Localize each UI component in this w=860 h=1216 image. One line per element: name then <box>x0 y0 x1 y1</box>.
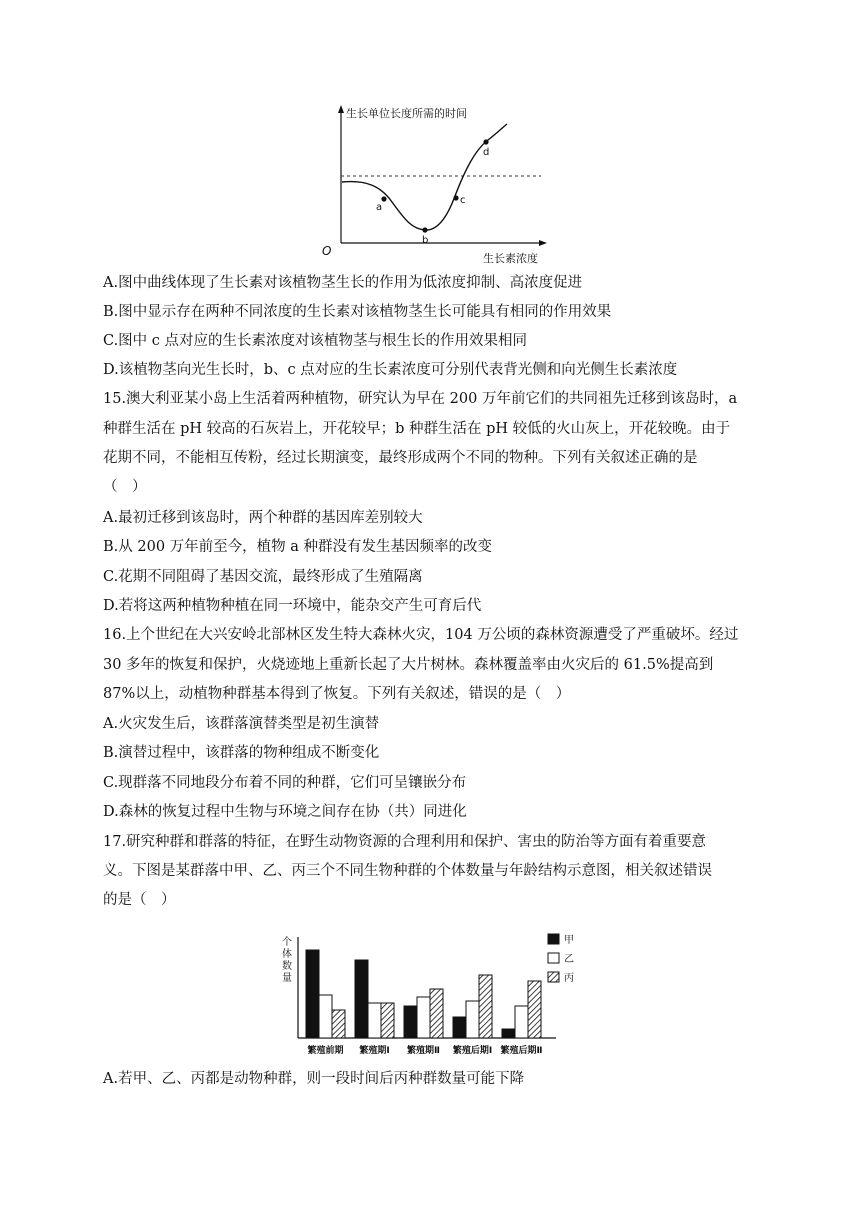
bar-4-series-1 <box>453 1017 466 1038</box>
bar-2-series-3 <box>381 1003 394 1038</box>
q16-option-d: D.森林的恢复过程中生物与环境之间存在协（共）同进化 <box>103 804 467 820</box>
x-tick-label-4: 繁殖后期Ⅰ <box>452 1046 493 1056</box>
point-a-label: a <box>376 202 383 213</box>
bar-2-series-2 <box>368 1003 381 1038</box>
bar-1-series-1 <box>306 950 319 1038</box>
age-structure-bar-chart <box>278 925 588 1065</box>
x-tick-label-2: 繁殖期Ⅰ <box>359 1046 390 1056</box>
bar-3-series-1 <box>404 1006 417 1038</box>
q16-stem-line-1: 16.上个世纪在大兴安岭北部林区发生特大森林火灾，104 万公顷的森林资源遭受了严重破坏。经过 <box>103 627 739 643</box>
legend-label-3: 丙 <box>564 973 574 984</box>
x-tick-label-3: 繁殖期Ⅱ <box>407 1046 440 1056</box>
q15-stem-line-2: 种群生活在 pH 较高的石灰岩上，开花较早；b 种群生活在 pH 较低的火山灰上，开花较晚。由于 <box>103 421 731 437</box>
q17-stem-line-2: 义。下图是某群落中甲、乙、丙三个不同生物种群的个体数量与年龄结构示意图，相关叙述错误 <box>103 863 712 879</box>
y-axis-arrow <box>338 105 344 113</box>
point-c-label: c <box>460 195 466 206</box>
q16-option-b: B.演替过程中，该群落的物种组成不断变化 <box>103 745 380 761</box>
point-a-marker <box>381 196 386 201</box>
point-b-marker <box>422 227 427 232</box>
x-tick-label-1: 繁殖前期 <box>307 1046 344 1056</box>
bar-5-series-2 <box>515 1006 528 1038</box>
q16-option-c: C.现群落不同地段分布着不同的种群，它们可呈镶嵌分布 <box>103 775 467 791</box>
bar-3-series-3 <box>430 989 443 1038</box>
x-tick-label-5: 繁殖后期Ⅱ <box>500 1046 543 1056</box>
q14-option-c: C.图中 c 点对应的生长素浓度对该植物茎与根生长的作用效果相同 <box>103 333 528 349</box>
q16-stem-line-3: 87%以上，动植物种群基本得到了恢复。下列有关叙述，错误的是（ ） <box>103 686 571 702</box>
legend-label-2: 乙 <box>564 954 574 965</box>
bar-2-series-1 <box>355 960 368 1038</box>
q15-option-a: A.最初迁移到该岛时，两个种群的基因库差别较大 <box>103 510 423 526</box>
bar-1-series-2 <box>319 995 332 1038</box>
legend-swatch-2 <box>548 953 559 963</box>
legend-swatch-3 <box>548 972 559 982</box>
q15-stem-line-3: 花期不同，不能相互传粉，经过长期演变，最终形成两个不同的物种。下列有关叙述正确的是 <box>103 450 698 466</box>
point-d-label: d <box>483 147 490 158</box>
bar-3-series-2 <box>417 997 430 1038</box>
legend-swatch-1 <box>548 934 559 944</box>
q14-option-b: B.图中显示存在两种不同浓度的生长素对该植物茎生长可能具有相同的作用效果 <box>103 304 612 320</box>
x-axis-arrow <box>539 240 547 246</box>
q17-stem-line-1: 17.研究种群和群落的特征，在野生动物资源的合理利用和保护、害虫的防治等方面有着重要意 <box>103 834 707 850</box>
q17-option-a: A.若甲、乙、丙都是动物种群，则一段时间后丙种群数量可能下降 <box>103 1071 525 1087</box>
q15-option-c: C.花期不同阻碍了基因交流，最终形成了生殖隔离 <box>103 569 423 585</box>
q15-option-b: B.从 200 万年前至今，植物 a 种群没有发生基因频率的改变 <box>103 539 493 555</box>
q15-option-d: D.若将这两种植物种植在同一环境中，能杂交产生可育后代 <box>103 598 482 614</box>
bar-1-series-3 <box>332 1010 345 1038</box>
bar-5-series-1 <box>502 1029 515 1038</box>
chart-ylabel: 个体数量 <box>282 937 292 984</box>
q15-stem-line-1: 15.澳大利亚某小岛上生活着两种植物，研究认为早在 200 万年前它们的共同祖先迁移到该岛时，a <box>103 391 738 407</box>
q14-option-d: D.该植物茎向光生长时，b、c 点对应的生长素浓度可分别代表背光侧和向光侧生长素浓度 <box>103 362 678 378</box>
point-c-marker <box>453 195 458 200</box>
bar-4-series-3 <box>479 975 492 1038</box>
q14-option-a: A.图中曲线体现了生长素对该植物茎生长的作用为低浓度抑制、高浓度促进 <box>103 275 583 291</box>
q15-stem-line-4: （ ） <box>103 479 147 495</box>
q17-stem-line-3: 的是（ ） <box>103 892 176 908</box>
q16-stem-line-2: 30 多年的恢复和保护，火烧迹地上重新长起了大片树林。森林覆盖率由火灾后的 61.5%提高到 <box>103 657 714 673</box>
growth-curve <box>342 124 507 230</box>
origin-label: O <box>322 244 332 258</box>
legend-label-1: 甲 <box>564 935 574 946</box>
q16-option-a: A.火灾发生后，该群落演替类型是初生演替 <box>103 716 380 732</box>
point-b-label: b <box>422 235 429 246</box>
bar-5-series-3 <box>528 981 541 1038</box>
y-axis-label: 生长单位长度所需的时间 <box>346 107 467 120</box>
bar-4-series-2 <box>466 1001 479 1038</box>
auxin-curve-figure <box>310 100 550 270</box>
x-axis-label: 生长素浓度 <box>483 252 538 265</box>
point-d-marker <box>483 139 488 144</box>
